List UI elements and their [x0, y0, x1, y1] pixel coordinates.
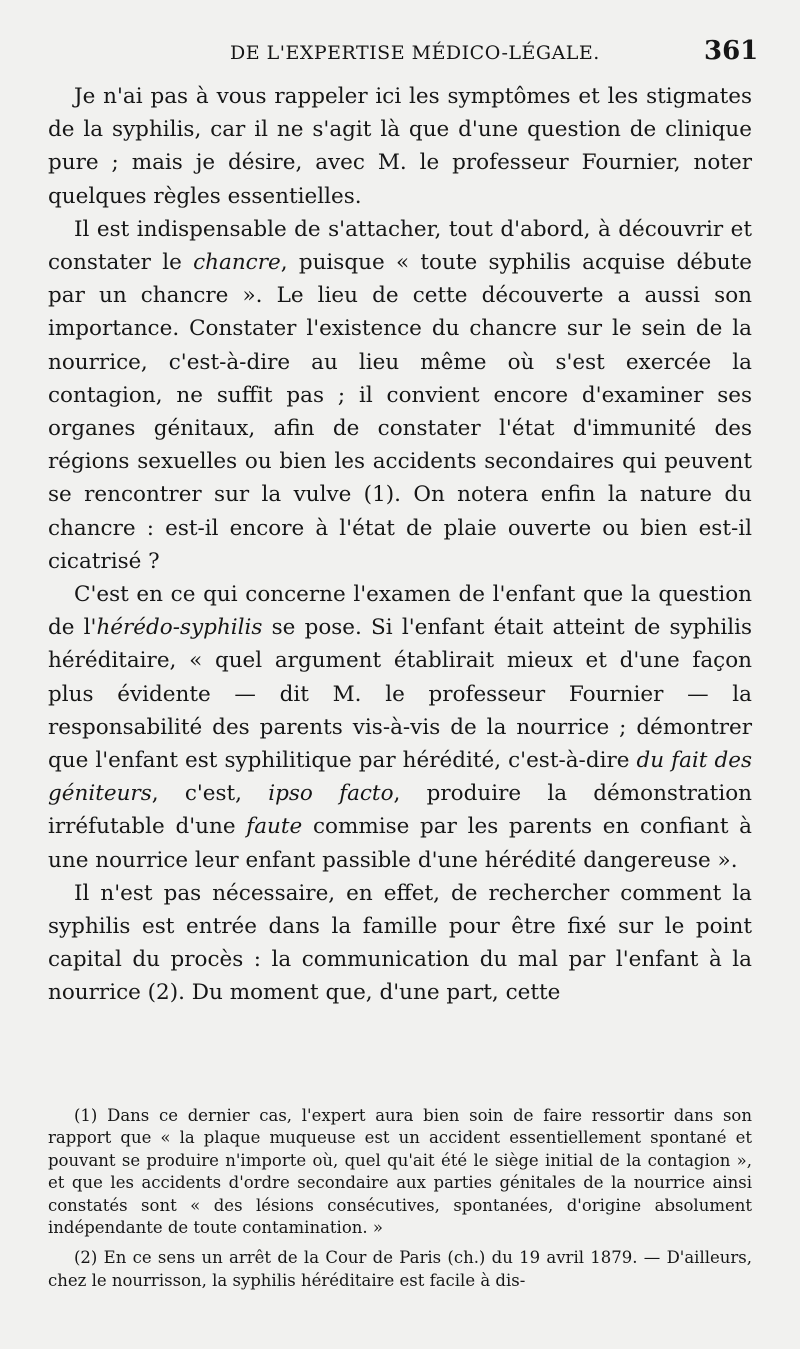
paragraph-text: Je n'ai pas à vous rappeler ici les symptômes et les stigmates de la syphilis, car il ne s'agit là que d'une question de clinique pure ; mais je désire, avec M. le professeur Fournier, noter quelques règles essentielles. — [48, 84, 752, 209]
footnote-1: (1) Dans ce dernier cas, l'expert aura bien soin de faire ressortir dans son rapport que « la plaque muqueuse est un accident essentiellement spontané et pouvant se produire n'importe où, quel qu'ait été le siège initial de la contagion », et que les accidents d'ordre secondaire aux parties génitales de la nourrice ainsi constatés sont « des lésions consécutives, spontanées, d'origine absolument indépendante de toute contamination. » — [48, 1106, 752, 1238]
italic-term: du fait des géniteurs — [48, 748, 752, 807]
paragraph-transmission — [48, 877, 752, 1010]
main-text — [48, 80, 752, 1010]
footnotes — [48, 1105, 752, 1292]
paragraph-heredo-syphilis — [48, 578, 752, 877]
paragraph-text: Il n'est pas nécessaire, en effet, de rechercher comment la syphilis est entrée dans la famille pour être fixé sur le point capital du procès : la communication du mal par l'enfant à la nourrice (2). Du moment que, d'une part, cette — [48, 880, 752, 1006]
paragraph-text: se pose. Si l'enfant était atteint de syphilis héréditaire, « quel argument établirait mieux et d'une façon plus évidente — dit M. le professeur Fournier — la responsabilité des parents vis-à-vis de la nourrice ; démontrer que l'enfant est syphilitique par hérédité, c'est-à-dire — [48, 615, 752, 774]
italic-term: ipso facto — [268, 781, 394, 807]
italic-term: chancre — [193, 250, 281, 276]
footnote-2: (2) En ce sens un arrêt de la Cour de Paris (ch.) du 19 avril 1879. — D'ailleurs, chez le nourrisson, la syphilis héréditaire est facile à dis- — [48, 1248, 752, 1290]
page-number: 361 — [704, 36, 759, 66]
italic-term: faute — [246, 814, 303, 840]
paragraph-text: , c'est, — [151, 781, 269, 807]
paragraph-chancre — [48, 213, 752, 578]
paragraph-text: commise par les parents en confiant à une nourrice leur enfant passible d'une hérédité dangereuse ». — [48, 814, 752, 873]
paragraph-text: C'est en ce qui concerne l'examen de l'enfant que la question de l' — [48, 582, 752, 641]
page-header — [0, 36, 800, 72]
paragraph-text: , puisque « toute syphilis acquise débute par un chancre ». Le lieu de cette découverte a aussi son importance. Constater l'existence du chancre sur le sein de la nourrice, c'est-à-dire au lieu même où s'est exercée la contagion, ne suffit pas ; il convient encore d'examiner ses organes génitaux, afin de constater l'état d'immunité des régions sexuelles ou bien les accidents secondaires qui peuvent se rencontrer sur la vulve (1). On notera enfin la nature du chancre : est-il encore à l'état de plaie ouverte ou bien est-il cicatrisé ? — [48, 250, 752, 574]
paragraph-text: , produire la démonstration irréfutable d'une — [48, 781, 752, 840]
paragraph-text: Il est indispensable de s'attacher, tout d'abord, à découvrir et constater le — [48, 216, 752, 276]
running-title: DE L'EXPERTISE MÉDICO-LÉGALE. — [230, 42, 600, 64]
paragraph-symptoms — [48, 80, 752, 213]
italic-term: hérédo-syphilis — [96, 615, 263, 641]
